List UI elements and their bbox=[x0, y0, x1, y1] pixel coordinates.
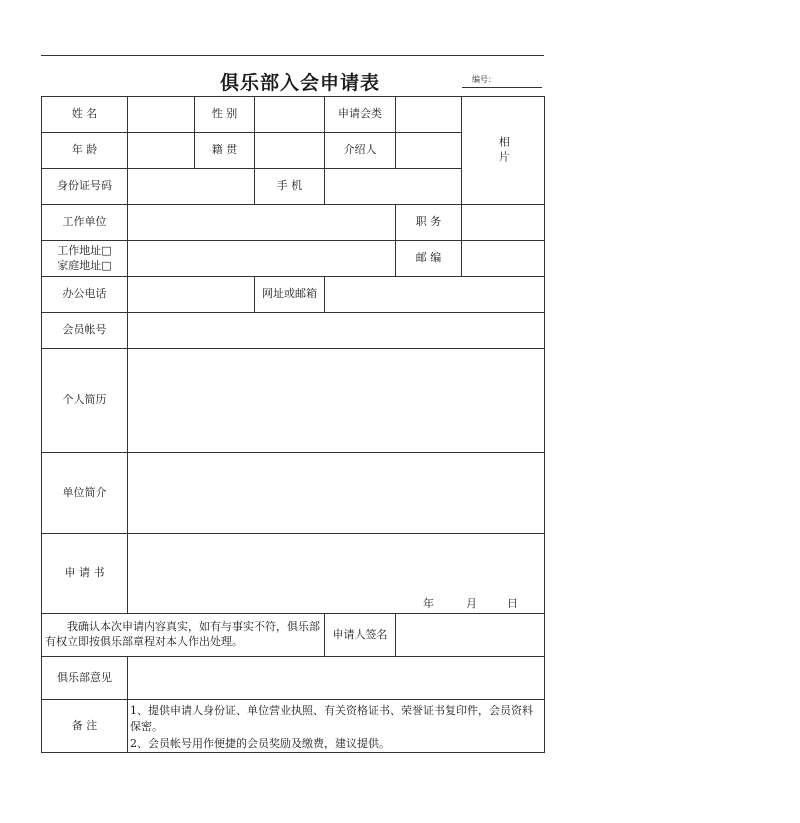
photo-box[interactable] bbox=[461, 96, 545, 205]
address-field[interactable] bbox=[127, 240, 396, 277]
member-account-label: 会员帐号 bbox=[41, 312, 128, 349]
date-month-label: 月 bbox=[466, 597, 477, 610]
membership-type-label: 申请会类 bbox=[324, 96, 396, 133]
office-phone-field[interactable] bbox=[127, 276, 255, 313]
position-field[interactable] bbox=[461, 204, 545, 241]
membership-type-field[interactable] bbox=[395, 96, 462, 133]
top-rule bbox=[41, 55, 544, 56]
serial-number-label: 编号： bbox=[462, 74, 542, 88]
name-label: 姓 名 bbox=[41, 96, 128, 133]
resume-label: 个人简历 bbox=[41, 348, 128, 453]
photo-label: 相片 bbox=[497, 135, 511, 166]
position-label: 职 务 bbox=[395, 204, 462, 241]
declaration-text: 我确认本次申请内容真实，如有与事实不符，俱乐部有权立即按俱乐部章程对本人作出处理。 bbox=[41, 613, 325, 657]
date-day-label: 日 bbox=[507, 597, 518, 610]
company-intro-label: 单位简介 bbox=[41, 452, 128, 534]
postcode-field[interactable] bbox=[461, 240, 545, 277]
address-type-label bbox=[41, 240, 128, 277]
id-number-field[interactable] bbox=[127, 168, 255, 205]
mobile-label: 手 机 bbox=[254, 168, 325, 205]
office-phone-label: 办公电话 bbox=[41, 276, 128, 313]
employer-field[interactable] bbox=[127, 204, 396, 241]
website-email-field[interactable] bbox=[324, 276, 545, 313]
resume-field[interactable] bbox=[127, 348, 545, 453]
referrer-field[interactable] bbox=[395, 132, 462, 169]
website-email-label: 网址或邮箱 bbox=[254, 276, 325, 313]
id-number-label: 身份证号码 bbox=[41, 168, 128, 205]
applicant-signature-field[interactable] bbox=[395, 613, 545, 657]
age-label: 年 龄 bbox=[41, 132, 128, 169]
address-home-option[interactable]: 家庭地址□ bbox=[57, 258, 112, 272]
referrer-label: 介绍人 bbox=[324, 132, 396, 169]
mobile-field[interactable] bbox=[324, 168, 462, 205]
native-place-field[interactable] bbox=[254, 132, 325, 169]
address-work-option[interactable]: 工作地址□ bbox=[57, 243, 112, 257]
employer-label: 工作单位 bbox=[41, 204, 128, 241]
application-label: 申 请 书 bbox=[41, 533, 128, 614]
remarks-label: 备 注 bbox=[41, 699, 128, 753]
native-place-label: 籍 贯 bbox=[194, 132, 255, 169]
postcode-label: 邮 编 bbox=[395, 240, 462, 277]
date-year-label: 年 bbox=[423, 597, 434, 610]
application-field[interactable] bbox=[127, 533, 545, 614]
name-field[interactable] bbox=[127, 96, 195, 133]
company-intro-field[interactable] bbox=[127, 452, 545, 534]
form-title: 俱乐部入会申请表 bbox=[219, 72, 380, 94]
gender-field[interactable] bbox=[254, 96, 325, 133]
age-field[interactable] bbox=[127, 132, 195, 169]
club-opinion-label: 俱乐部意见 bbox=[41, 656, 128, 700]
remarks-note-2: 2、会员帐号用作便捷的会员奖励及缴费，建议提供。 bbox=[130, 737, 390, 750]
club-opinion-field[interactable] bbox=[127, 656, 545, 700]
gender-label: 性 别 bbox=[194, 96, 255, 133]
applicant-signature-label: 申请人签名 bbox=[324, 613, 396, 657]
remarks-note-1: 1、提供申请人身份证、单位营业执照、有关资格证书、荣誉证书复印件，会员资料保密。 bbox=[130, 704, 533, 733]
member-account-field[interactable] bbox=[127, 312, 545, 349]
